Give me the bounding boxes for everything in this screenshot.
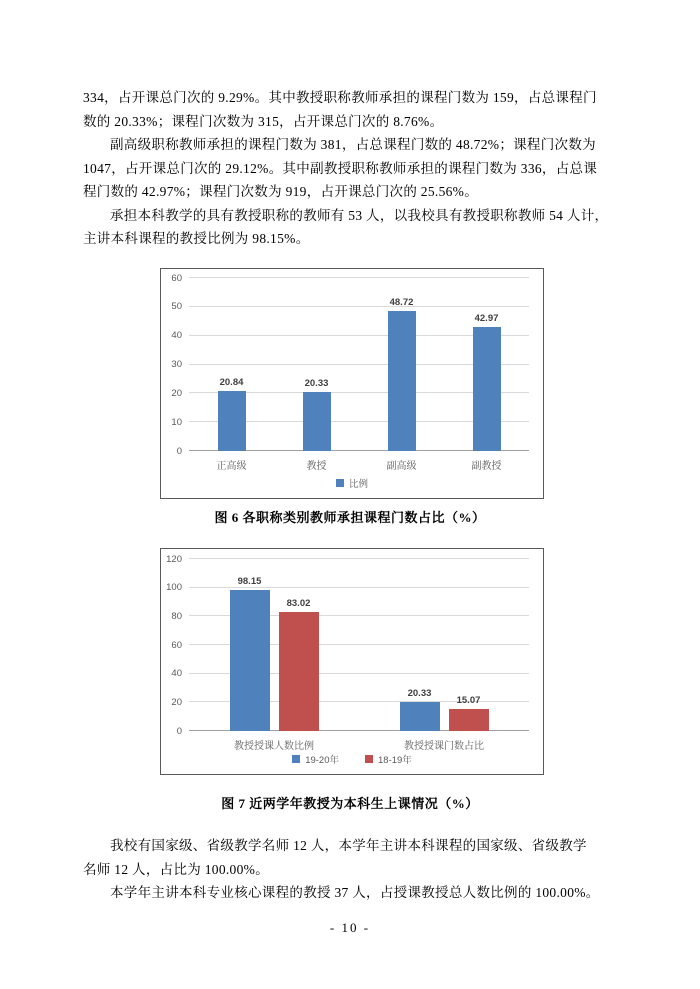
- legend-label: 19-20年: [305, 755, 339, 766]
- body-line: 主讲本科课程的教授比例为 98.15%。: [83, 231, 310, 246]
- y-tick-label: 20: [171, 696, 182, 708]
- bar-column: [473, 278, 501, 451]
- legend-item: [292, 752, 339, 766]
- plot-area: [171, 272, 529, 457]
- x-category-label: 副高级: [386, 461, 417, 472]
- body-line: 334，占开课总门次的 9.29%。其中教授职称教师承担的课程门数为 159，占总课程门: [83, 90, 597, 105]
- bar: [279, 612, 319, 731]
- y-tick-label: 10: [171, 416, 182, 428]
- y-tick-label: 100: [166, 581, 182, 593]
- bar-group: [359, 278, 444, 451]
- x-category-label: 副教授: [471, 461, 502, 472]
- bar-group: [189, 559, 359, 731]
- body-line: 副高级职称教师承担的课程门数为 381，占总课程门数的 48.72%；课程门次数为: [110, 137, 596, 152]
- body-line: 承担本科教学的具有教授职称的教师有 53 人，以我校具有教授职称教师 54 人计，: [110, 207, 609, 223]
- legend: [161, 752, 543, 766]
- data-label: 48.72: [389, 296, 414, 308]
- paragraph-block-bottom: [83, 834, 613, 905]
- y-tick-label: 40: [171, 329, 182, 341]
- body-line: 本学年主讲本科专业核心课程的教授 37 人，占授课教授总人数比例的 100.00%。: [110, 885, 600, 900]
- y-tick-label: 60: [171, 639, 182, 651]
- y-tick-label: 20: [171, 387, 182, 399]
- data-label: 20.33: [407, 687, 432, 699]
- legend-swatch: [292, 755, 300, 763]
- y-tick-label: 0: [176, 725, 182, 737]
- paragraph-block-top: [83, 86, 613, 251]
- bar: [303, 392, 331, 451]
- x-category-label: 教授授课人数比例: [234, 741, 314, 752]
- bar-groups: [189, 278, 529, 451]
- bar-groups: [189, 559, 529, 731]
- legend-label: 比例: [348, 479, 368, 490]
- data-label: 15.07: [456, 695, 481, 707]
- x-category-label: 正高级: [216, 461, 247, 472]
- x-category-label: 教授授课门数占比: [404, 741, 484, 752]
- body-line: 我校有国家级、省级教学名师 12 人，本学年主讲本科课程的国家级、省级教学: [110, 838, 587, 853]
- bar-column: [218, 278, 246, 451]
- legend-label: 18-19年: [378, 755, 412, 766]
- bar: [218, 391, 246, 451]
- x-category-label: 教授: [306, 461, 327, 472]
- y-tick-label: 30: [171, 358, 182, 370]
- bar: [230, 590, 270, 731]
- figure6-chart: [160, 268, 544, 499]
- legend-swatch: [336, 479, 344, 487]
- data-label: 83.02: [286, 598, 311, 610]
- figure6-caption: 图 6 各职称类别教师承担课程门数占比（%）: [214, 510, 486, 525]
- body-line: 数的 20.33%；课程门次数为 315，占开课总门次的 8.76%。: [83, 113, 444, 129]
- legend-item: [336, 476, 368, 490]
- bar-group: [274, 278, 359, 451]
- page-number: - 10 -: [329, 920, 371, 935]
- body-line: 程门数的 42.97%；课程门次数为 919，占开课总门次的 25.56%。: [83, 184, 479, 199]
- y-tick-label: 50: [171, 301, 182, 313]
- plot-area: [166, 553, 529, 737]
- y-tick-label: 40: [171, 667, 182, 679]
- bar-group: [359, 559, 529, 731]
- y-tick-label: 0: [176, 445, 182, 457]
- figure7-caption: 图 7 近两学年教授为本科生上课情况（%）: [221, 796, 479, 811]
- body-line: 名师 12 人，占比为 100.00%。: [83, 861, 269, 877]
- data-label: 20.84: [219, 376, 244, 388]
- bar-column: [303, 278, 331, 451]
- bar-group: [444, 278, 529, 451]
- bar: [449, 709, 489, 731]
- legend: [161, 476, 543, 490]
- x-axis-labels: [189, 457, 529, 472]
- bar: [473, 327, 501, 451]
- body-line: 1047，占开课总门次的 29.12%。其中副教授职称教师承担的课程门数为 336，占总课: [83, 160, 598, 176]
- bar: [400, 702, 440, 731]
- x-axis-labels: [189, 737, 529, 752]
- bar-column: [449, 559, 489, 731]
- legend-swatch: [365, 755, 373, 763]
- bar-column: [230, 559, 270, 731]
- data-label: 42.97: [474, 313, 499, 325]
- data-label: 20.33: [304, 378, 329, 390]
- y-tick-label: 80: [171, 610, 182, 622]
- figure7-chart: [160, 548, 544, 775]
- legend-item: [365, 752, 412, 766]
- data-label: 98.15: [237, 576, 262, 588]
- bar: [388, 311, 416, 451]
- bar-group: [189, 278, 274, 451]
- bar-column: [388, 278, 416, 451]
- bar-column: [400, 559, 440, 731]
- bar-column: [279, 559, 319, 731]
- y-tick-label: 60: [171, 272, 182, 284]
- y-tick-label: 120: [166, 553, 182, 565]
